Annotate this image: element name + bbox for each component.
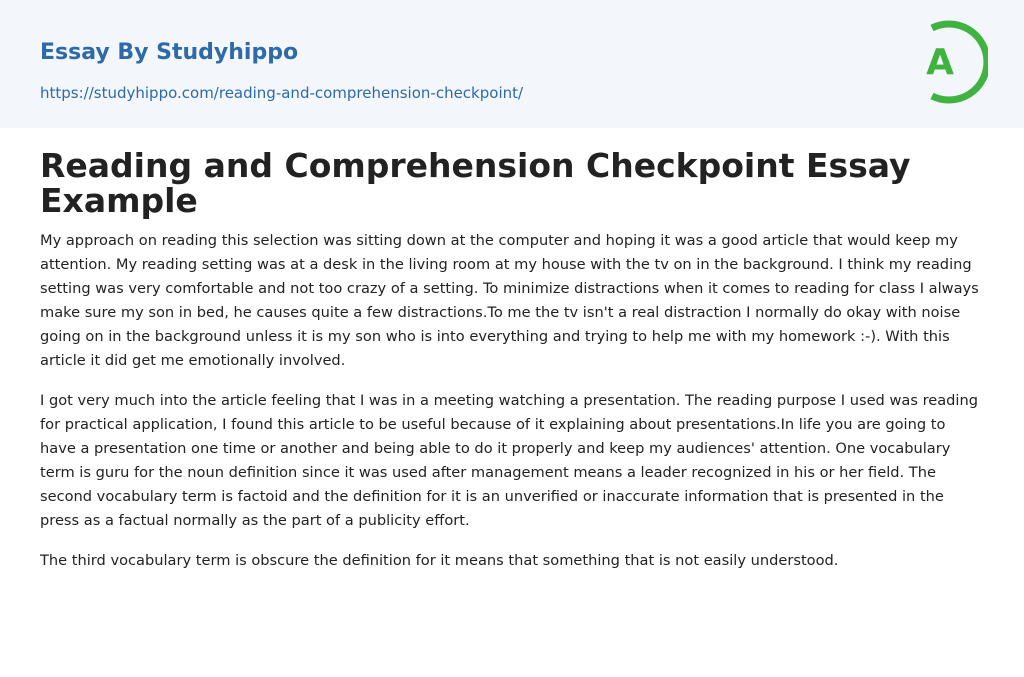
paragraph: My approach on reading this selection was sitting down at the computer and hoping it was a good article that would keep my attention. My reading setting was at a desk in the living room at my house with the tv on in the background. I think my reading setting was very comfortable and not too crazy of a setting. To minimize distractions when it comes to reading for class I always make sure my son in bed, he causes quite a few distractions.To me the tv isn't a real distraction I normally do okay with noise going on in the background unless it is my son who is into everything and trying to help me with my homework :-). With this article it did get me emotionally involved.	[40, 232, 979, 369]
article-url-link[interactable]: https://studyhippo.com/reading-and-comprehension-checkpoint/	[40, 84, 524, 102]
site-title[interactable]: Essay By Studyhippo	[40, 40, 299, 65]
article-body	[40, 229, 985, 589]
paragraph: The third vocabulary term is obscure the definition for it means that something that is not easily understood.	[40, 552, 839, 569]
site-header	[0, 0, 1024, 128]
logo-letter: A	[926, 42, 954, 83]
page-title: Reading and Comprehension Checkpoint Essay Example	[40, 146, 911, 220]
studyhippo-logo-icon[interactable]	[908, 18, 988, 106]
paragraph: I got very much into the article feeling that I was in a meeting watching a presentation. The reading purpose I used was reading for practical application, I found this article to be useful because of it explaining about presentations.In life you are going to have a presentation one time or another and being able to do it properly and keep my audiences' attention. One vocabulary term is guru for the noun definition since it was used after management means a leader recognized in his or her field. The second vocabulary term is factoid and the definition for it is an unverified or inaccurate information that is presented in the press as a factual normally as the part of a publicity effort.	[40, 392, 979, 529]
